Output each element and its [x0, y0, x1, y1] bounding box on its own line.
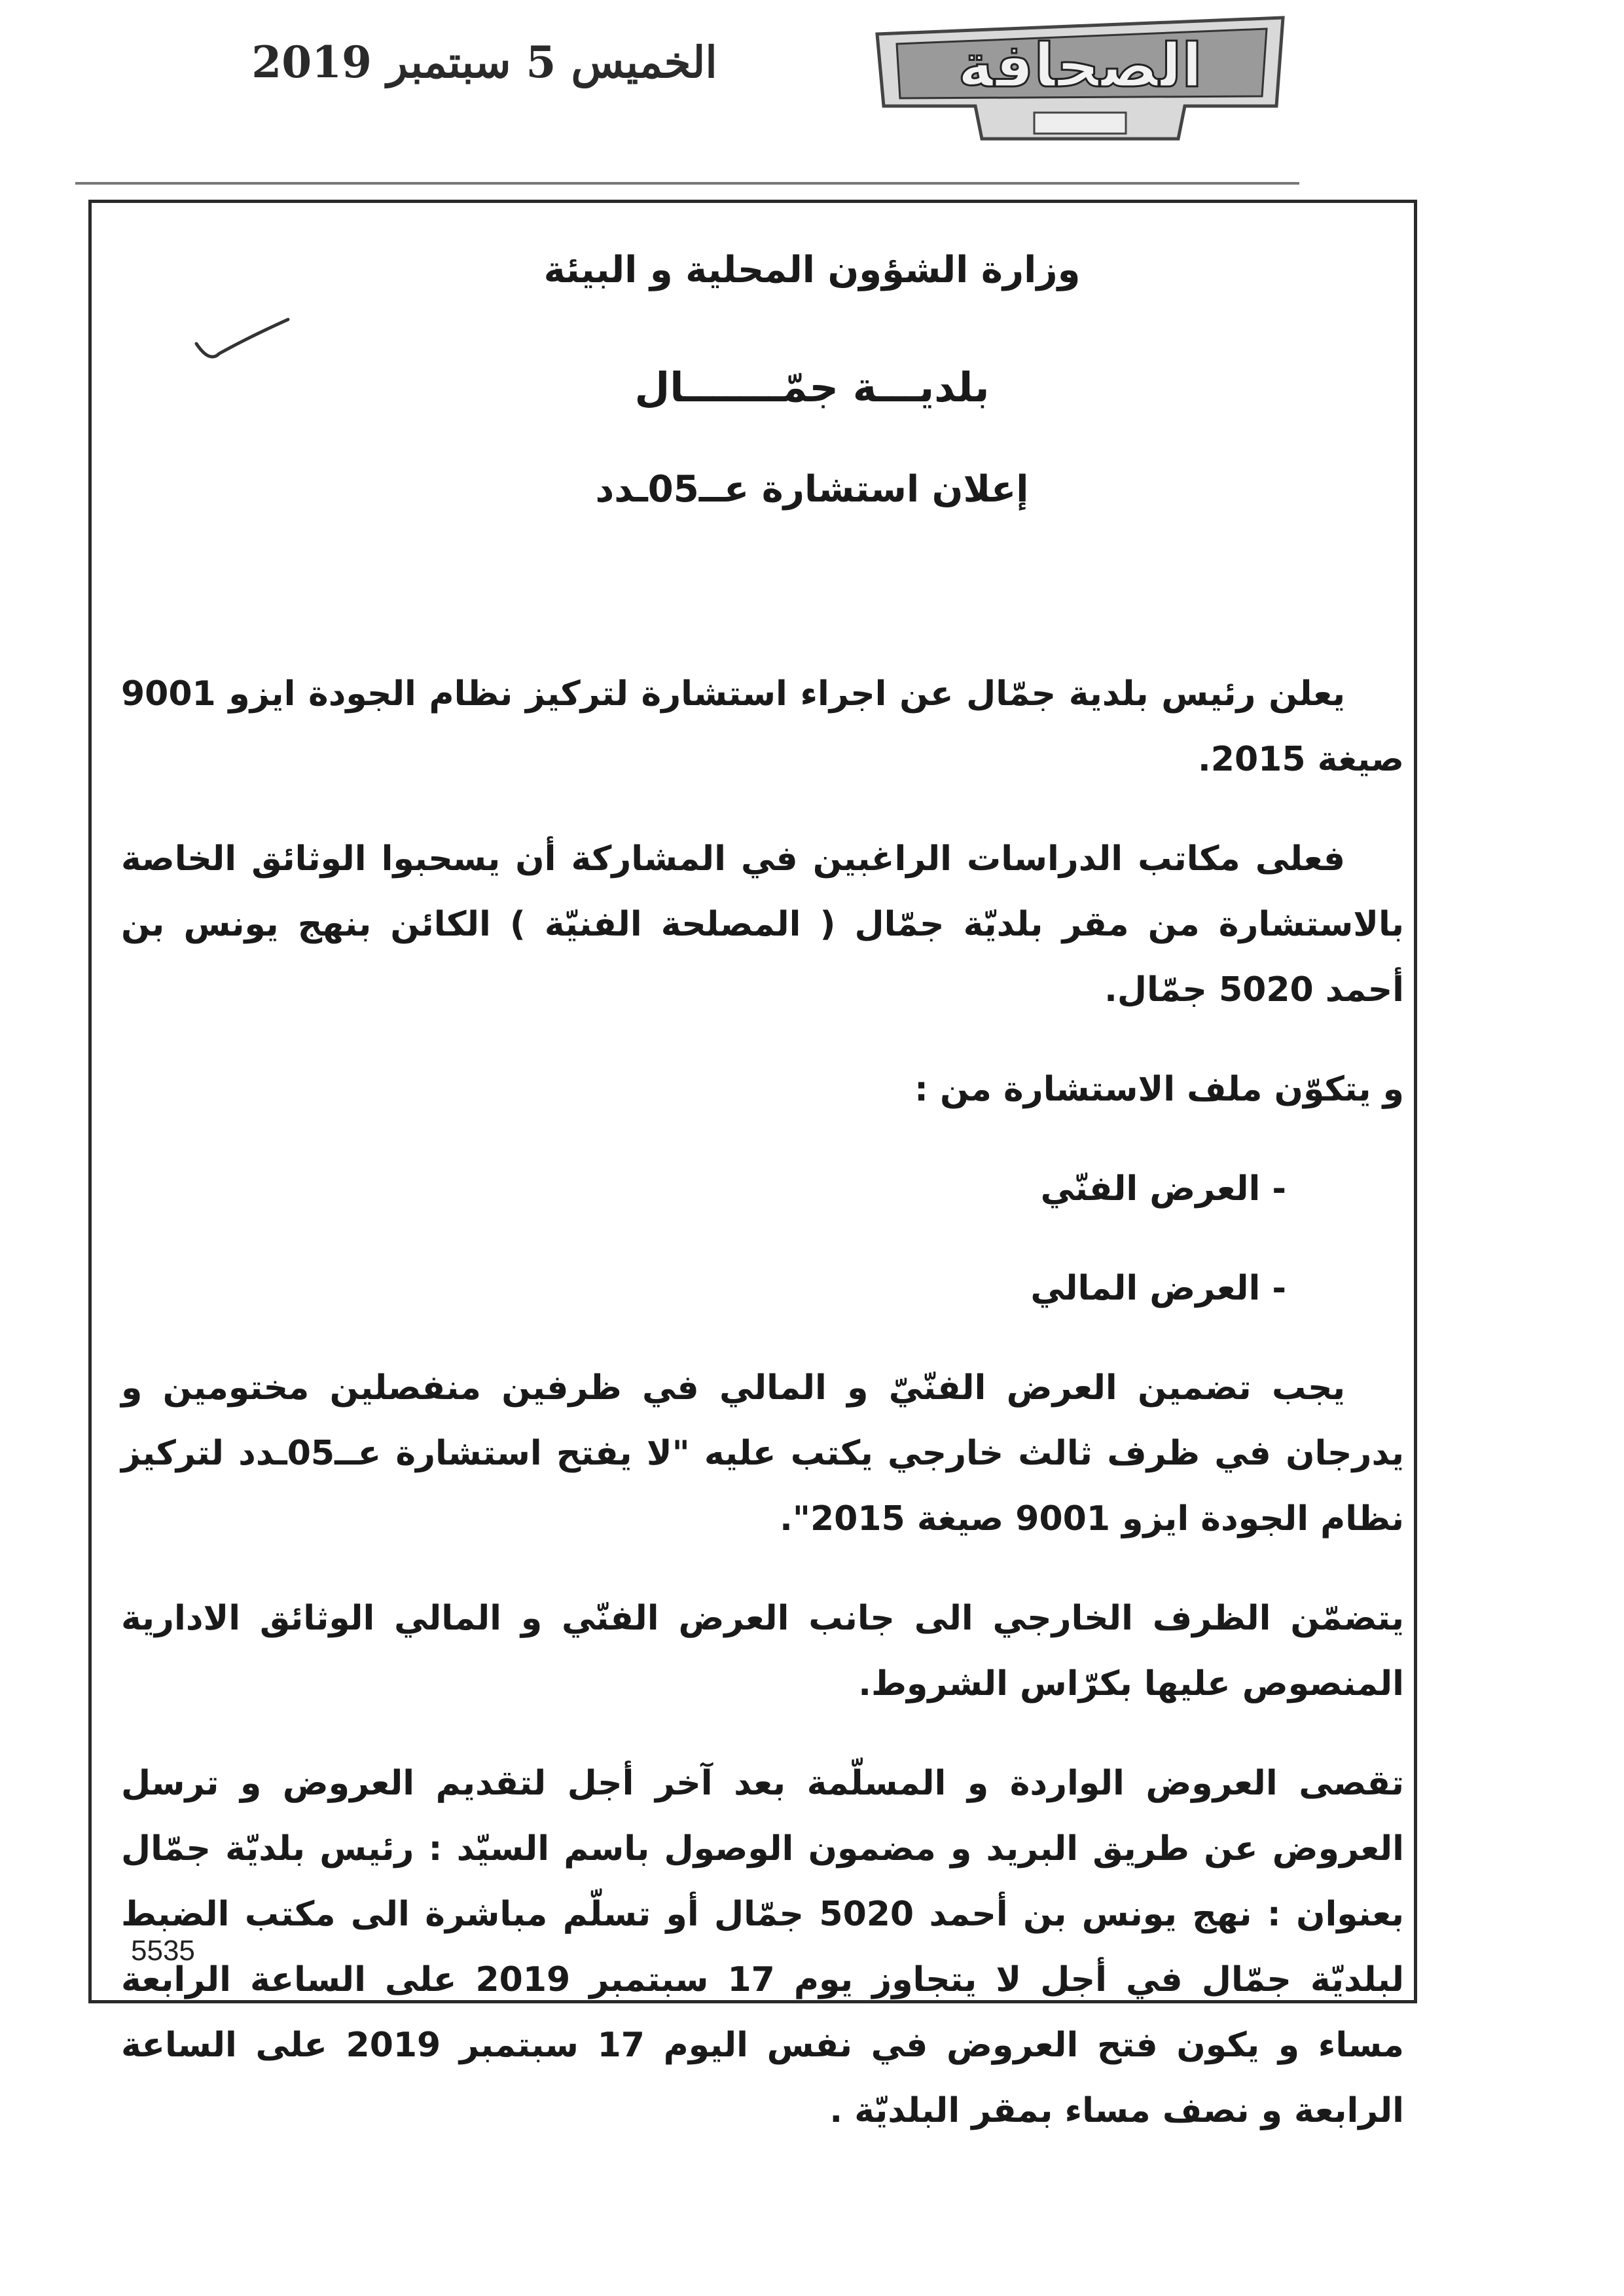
header-divider — [75, 182, 1299, 185]
reference-number: 5535 — [131, 1935, 195, 1967]
paragraph-outer-envelope: يتضمّن الظرف الخارجي الى جانب العرض الفنّي و المالي الوثائق الادارية المنصوص عليها بكرّاس الشروط. — [121, 1599, 1404, 1704]
list-item-financial-offer: - العرض المالي — [1030, 1269, 1286, 1308]
newspaper-logo — [871, 8, 1290, 145]
paragraph-documents: فعلى مكاتب الدراسات الراغبين في المشاركة أن يسحبوا الوثائق الخاصة بالاستشارة من مقر بلديّة جمّال ( المصلحة الفنيّة ) الكائن بنهج يونس بن أحمد 5020 جمّال. — [121, 839, 1404, 1010]
paragraph-envelopes: يجب تضمين العرض الفنّيّ و المالي في ظرفين منفصلين مختومين و يدرجان في ظرف ثالث خارجي يكتب عليه "لا يفتح استشارة عــ05ـدد لتركيز نظام الجودة ايزو 9001 صيغة 2015". — [121, 1368, 1405, 1539]
check-mark-icon — [190, 314, 295, 367]
paragraph-file-contents: و يتكوّن ملف الاستشارة من : — [914, 1070, 1404, 1109]
publication-date: الخميس 5 سبتمبر 2019 — [251, 37, 717, 88]
paragraph-submission: تقصى العروض الواردة و المسلّمة بعد آخر أجل لتقديم العروض و ترسل العروض عن طريق البريد و مضمون الوصول باسم السيّد : رئيس بلديّة جمّال بعنوان : نهج يونس بن أحمد 5020 جمّال أو تسلّم مباشرة الى مكتب الضبط لبلديّة جمّال في أجل لا يتجاوز يوم 17 سبتمبر 2019 على الساعة الرابعة مساء و يكون فتح العروض في نفس اليوم 17 سبتمبر 2019 على الساعة الرابعة و نصف مساء بمقر البلديّة . — [121, 1764, 1404, 2130]
list-item-technical-offer: - العرض الفنّي — [1040, 1169, 1286, 1209]
svg-text:الصحافة: الصحافة — [958, 31, 1202, 101]
announcement-title: إعلان استشارة عــ05ـدد — [595, 468, 1029, 511]
ministry-heading: وزارة الشؤون المحلية و البيئة — [543, 249, 1081, 291]
announcement-body — [121, 661, 1404, 2178]
municipality-heading: بلديـــة جمّـــــــال — [634, 363, 990, 411]
paragraph-intro: يعلن رئيس بلدية جمّال عن اجراء استشارة لتركيز نظام الجودة ايزو 9001 صيغة 2015. — [121, 674, 1404, 779]
